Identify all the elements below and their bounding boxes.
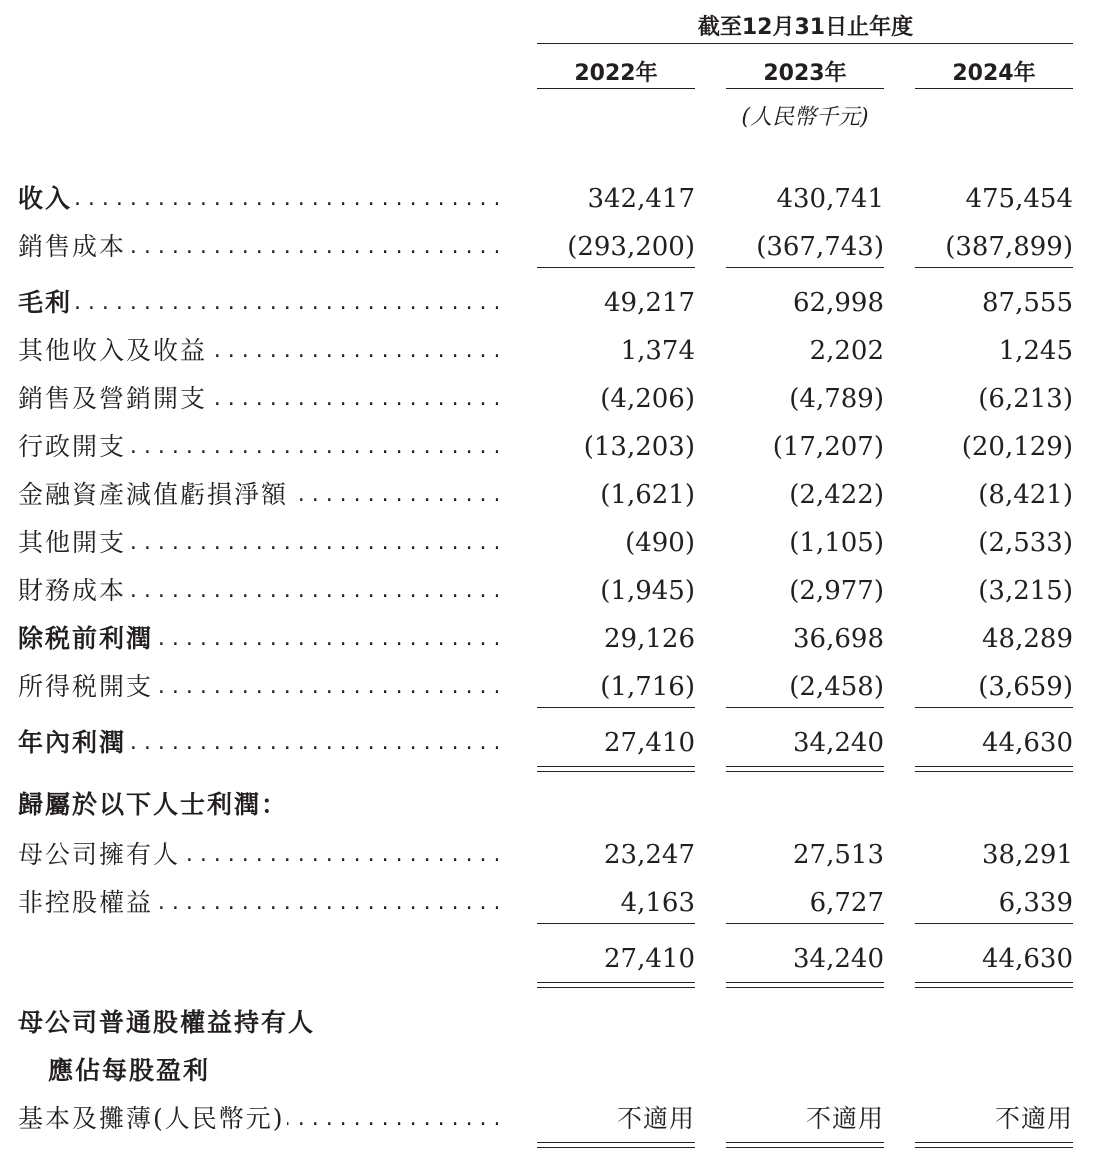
value-2023: (2,977) [789, 576, 884, 606]
row-revenue [0, 181, 1094, 217]
row-label: 其他開支 . . . [18, 525, 498, 561]
value-2024: 不適用 [994, 1104, 1073, 1133]
value-2022: (13,203) [583, 432, 695, 462]
row-label: 非控股權益 . . . [18, 885, 498, 921]
row-label: 母公司普通股權益持有人 [18, 1008, 316, 1037]
value-2022: (490) [625, 528, 695, 558]
subtotal-rule [726, 267, 884, 268]
value-2024: (3,659) [978, 672, 1073, 702]
value-2024: 6,339 [998, 888, 1073, 918]
row-attributable-total [0, 941, 1094, 977]
value-2023: (2,458) [789, 672, 884, 702]
period-header: 截至12月31日止年度 [697, 15, 914, 40]
row-gross-profit [0, 285, 1094, 321]
subtotal-rule [537, 267, 695, 268]
header-rule [537, 43, 1073, 44]
row-admin-expenses [0, 429, 1094, 465]
row-label: 銷售成本 . . . [18, 229, 498, 265]
subtotal-rule [915, 267, 1073, 268]
value-2023: (4,789) [789, 384, 884, 414]
value-2022: 342,417 [587, 184, 695, 214]
value-2022: 29,126 [604, 624, 695, 654]
row-attributable-heading [0, 787, 1094, 823]
row-label: 財務成本 . . . [18, 573, 498, 609]
subtotal-rule [915, 707, 1073, 708]
row-finance-costs [0, 573, 1094, 609]
subtotal-rule [726, 707, 884, 708]
value-2023: 2,202 [809, 336, 884, 366]
total-double-rule [726, 1142, 884, 1148]
subtotal-rule [537, 923, 695, 924]
subtotal-rule [537, 707, 695, 708]
value-2023: (1,105) [789, 528, 884, 558]
value-2023: 62,998 [793, 288, 884, 318]
value-2024: 475,454 [965, 184, 1073, 214]
value-2024: 44,630 [982, 728, 1073, 758]
row-owners-of-parent [0, 837, 1094, 873]
row-profit-for-year [0, 725, 1094, 761]
row-label: 行政開支 . . . [18, 429, 498, 465]
row-label: 金融資產減值虧損淨額 . . . [18, 477, 498, 513]
value-2022: (293,200) [567, 232, 695, 262]
year-header-2024: 2024年 [952, 61, 1036, 86]
row-selling-expenses [0, 381, 1094, 417]
value-2023: (367,743) [756, 232, 884, 262]
total-double-rule [726, 766, 884, 772]
units-label: (人民幣千元) [741, 105, 869, 130]
value-2022: 23,247 [604, 840, 695, 870]
row-label: 所得税開支 . . . [18, 669, 498, 705]
value-2022: (1,621) [600, 480, 695, 510]
row-other-income [0, 333, 1094, 369]
value-2024: 44,630 [982, 944, 1073, 974]
value-2024: (387,899) [945, 232, 1073, 262]
row-basic-diluted-eps [0, 1101, 1094, 1137]
year-rule-2022 [537, 88, 695, 89]
value-2022: 27,410 [604, 944, 695, 974]
value-2024: 38,291 [982, 840, 1073, 870]
row-label: 母公司擁有人 . . . [18, 837, 498, 873]
row-label: 毛利 . . . [18, 285, 498, 321]
value-2024: (2,533) [978, 528, 1073, 558]
total-double-rule [537, 766, 695, 772]
row-label: 歸屬於以下人士利潤： [18, 790, 289, 819]
row-other-expenses [0, 525, 1094, 561]
value-2024: (3,215) [978, 576, 1073, 606]
year-rule-2023 [726, 88, 884, 89]
value-2023: 36,698 [793, 624, 884, 654]
total-double-rule [915, 1142, 1073, 1148]
row-label: 銷售及營銷開支 . . . [18, 381, 498, 417]
row-eps-heading-2 [0, 1053, 1094, 1089]
value-2022: 不適用 [616, 1104, 695, 1133]
value-2022: (1,945) [600, 576, 695, 606]
total-double-rule [915, 982, 1073, 988]
value-2022: 49,217 [604, 288, 695, 318]
total-double-rule [915, 766, 1073, 772]
row-eps-heading-1 [0, 1005, 1094, 1041]
year-rule-2024 [915, 88, 1073, 89]
value-2024: 48,289 [982, 624, 1073, 654]
row-label: 年內利潤 . . . [18, 725, 498, 761]
value-2024: (20,129) [961, 432, 1073, 462]
row-income-tax [0, 669, 1094, 705]
value-2023: 27,513 [793, 840, 884, 870]
total-double-rule [726, 982, 884, 988]
value-2023: 34,240 [793, 728, 884, 758]
value-2024: (6,213) [978, 384, 1073, 414]
value-2023: (17,207) [772, 432, 884, 462]
value-2024: 87,555 [982, 288, 1073, 318]
row-label: 基本及攤薄(人民幣元) . . . [18, 1101, 498, 1137]
subtotal-rule [726, 923, 884, 924]
row-label: 應佔每股盈利 [48, 1056, 211, 1085]
value-2022: (1,716) [600, 672, 695, 702]
value-2022: (4,206) [600, 384, 695, 414]
value-2024: 1,245 [998, 336, 1073, 366]
year-header-2022: 2022年 [574, 61, 658, 86]
value-2023: 不適用 [805, 1104, 884, 1133]
total-double-rule [537, 982, 695, 988]
subtotal-rule [915, 923, 1073, 924]
total-double-rule [537, 1142, 695, 1148]
value-2023: (2,422) [789, 480, 884, 510]
row-non-controlling-interests [0, 885, 1094, 921]
row-impairment-losses [0, 477, 1094, 513]
value-2023: 430,741 [776, 184, 884, 214]
year-header-2023: 2023年 [763, 61, 847, 86]
value-2023: 6,727 [809, 888, 884, 918]
row-label: 收入 . . . [18, 181, 498, 217]
row-profit-before-tax [0, 621, 1094, 657]
row-cost-of-sales [0, 229, 1094, 265]
value-2022: 1,374 [620, 336, 695, 366]
value-2022: 27,410 [604, 728, 695, 758]
value-2023: 34,240 [793, 944, 884, 974]
value-2024: (8,421) [978, 480, 1073, 510]
row-label: 除税前利潤 . . . [18, 621, 498, 657]
value-2022: 4,163 [620, 888, 695, 918]
row-label: 其他收入及收益 . . . [18, 333, 498, 369]
